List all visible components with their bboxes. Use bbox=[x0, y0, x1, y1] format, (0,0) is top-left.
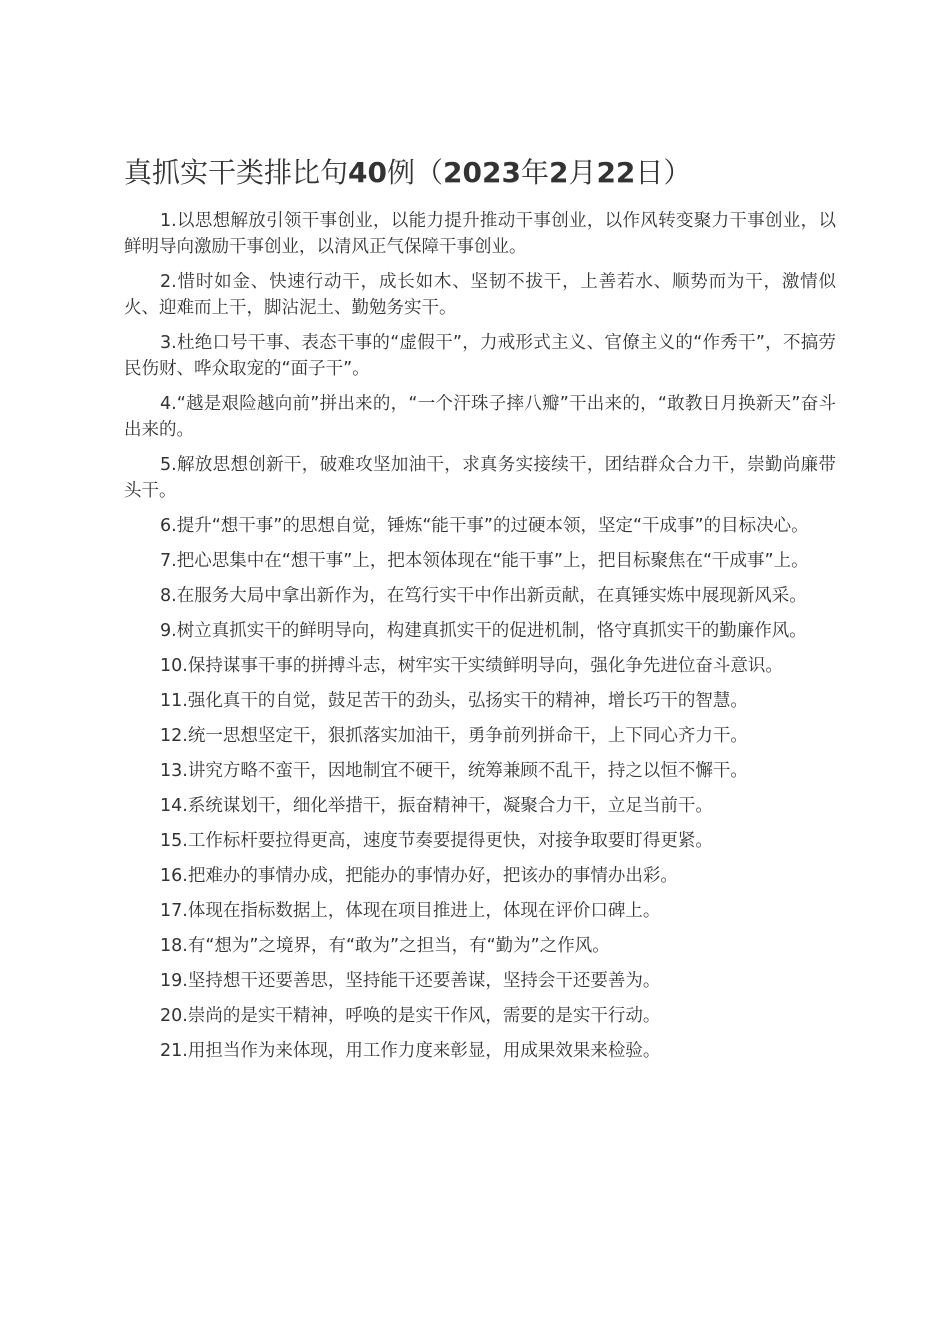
list-item: 20.崇尚的是实干精神，呼唤的是实干作风，需要的是实干行动。 bbox=[160, 1006, 661, 1026]
list-item: 10.保持谋事干事的拼搏斗志，树牢实干实绩鲜明导向，强化争先进位奋斗意识。 bbox=[160, 656, 783, 676]
list-item: 14.系统谋划干，细化举措干，振奋精神干，凝聚合力干，立足当前干。 bbox=[160, 796, 713, 816]
list-item: 7.把心思集中在“想干事”上，把本领体现在“能干事”上，把目标聚焦在“干成事”上。 bbox=[160, 551, 809, 571]
title-day: 22 bbox=[596, 156, 636, 189]
title-text: 年 bbox=[520, 156, 549, 189]
list-item: 9.树立真抓实干的鲜明导向，构建真抓实干的促进机制，恪守真抓实干的勤廉作风。 bbox=[160, 621, 807, 641]
list-item: 2.惜时如金、快速行动干，成长如木、坚韧不拔干，上善若水、顺势而为干，激情似火、迎难而上干，脚沾泥土、勤勉务实干。 bbox=[124, 272, 836, 318]
list-item: 13.讲究方略不蛮干，因地制宜不硬干，统筹兼顾不乱干，持之以恒不懈干。 bbox=[160, 761, 748, 781]
title-text: 真抓实干类排比句 bbox=[124, 156, 349, 189]
list-item: 4.“越是艰险越向前”拼出来的，“一个汗珠子摔八瓣”干出来的，“敢教日月换新天”奋斗出来的。 bbox=[124, 394, 836, 440]
title-text: 日） bbox=[635, 156, 692, 189]
list-item: 16.把难办的事情办成，把能办的事情办好，把该办的事情办出彩。 bbox=[160, 866, 678, 886]
title-year: 2023 bbox=[443, 156, 521, 189]
title-text: 例（ bbox=[386, 156, 443, 189]
list-item: 17.体现在指标数据上，体现在项目推进上，体现在评价口碑上。 bbox=[160, 901, 661, 921]
list-item: 12.统一思想坚定干，狠抓落实加油干，勇争前列拼命干，上下同心齐力干。 bbox=[160, 726, 748, 746]
list-item: 8.在服务大局中拿出新作为，在笃行实干中作出新贡献，在真锤实炼中展现新风采。 bbox=[160, 586, 807, 606]
list-item: 11.强化真干的自觉，鼓足苦干的劲头，弘扬实干的精神，增长巧干的智慧。 bbox=[160, 691, 748, 711]
document-title bbox=[124, 154, 836, 192]
list-item: 3.杜绝口号干事、表态干事的“虚假干”，力戒形式主义、官僚主义的“作秀干”，不搞劳民伤财、哗众取宠的“面子干”。 bbox=[124, 333, 836, 379]
list-item: 19.坚持想干还要善思，坚持能干还要善谋，坚持会干还要善为。 bbox=[160, 971, 661, 991]
list-item: 21.用担当作为来体现，用工作力度来彰显，用成果效果来检验。 bbox=[160, 1041, 661, 1061]
title-count: 40 bbox=[348, 156, 387, 189]
list-item: 5.解放思想创新干，破难攻坚加油干，求真务实接续干，团结群众合力干，崇勤尚廉带头干。 bbox=[124, 455, 836, 501]
title-month: 2 bbox=[548, 156, 569, 189]
list-item: 15.工作标杆要拉得更高，速度节奏要提得更快，对接争取要盯得更紧。 bbox=[160, 831, 713, 851]
list-item: 1.以思想解放引领干事创业，以能力提升推动干事创业，以作风转变聚力干事创业，以鲜明导向激励干事创业，以清风正气保障干事创业。 bbox=[124, 211, 836, 257]
list-item: 18.有“想为”之境界，有“敢为”之担当，有“勤为”之作风。 bbox=[160, 936, 610, 956]
list-item: 6.提升“想干事”的思想自觉，锤炼“能干事”的过硬本领，坚定“干成事”的目标决心。 bbox=[160, 516, 809, 536]
sentence-list bbox=[124, 208, 836, 1073]
title-text: 月 bbox=[568, 156, 597, 189]
